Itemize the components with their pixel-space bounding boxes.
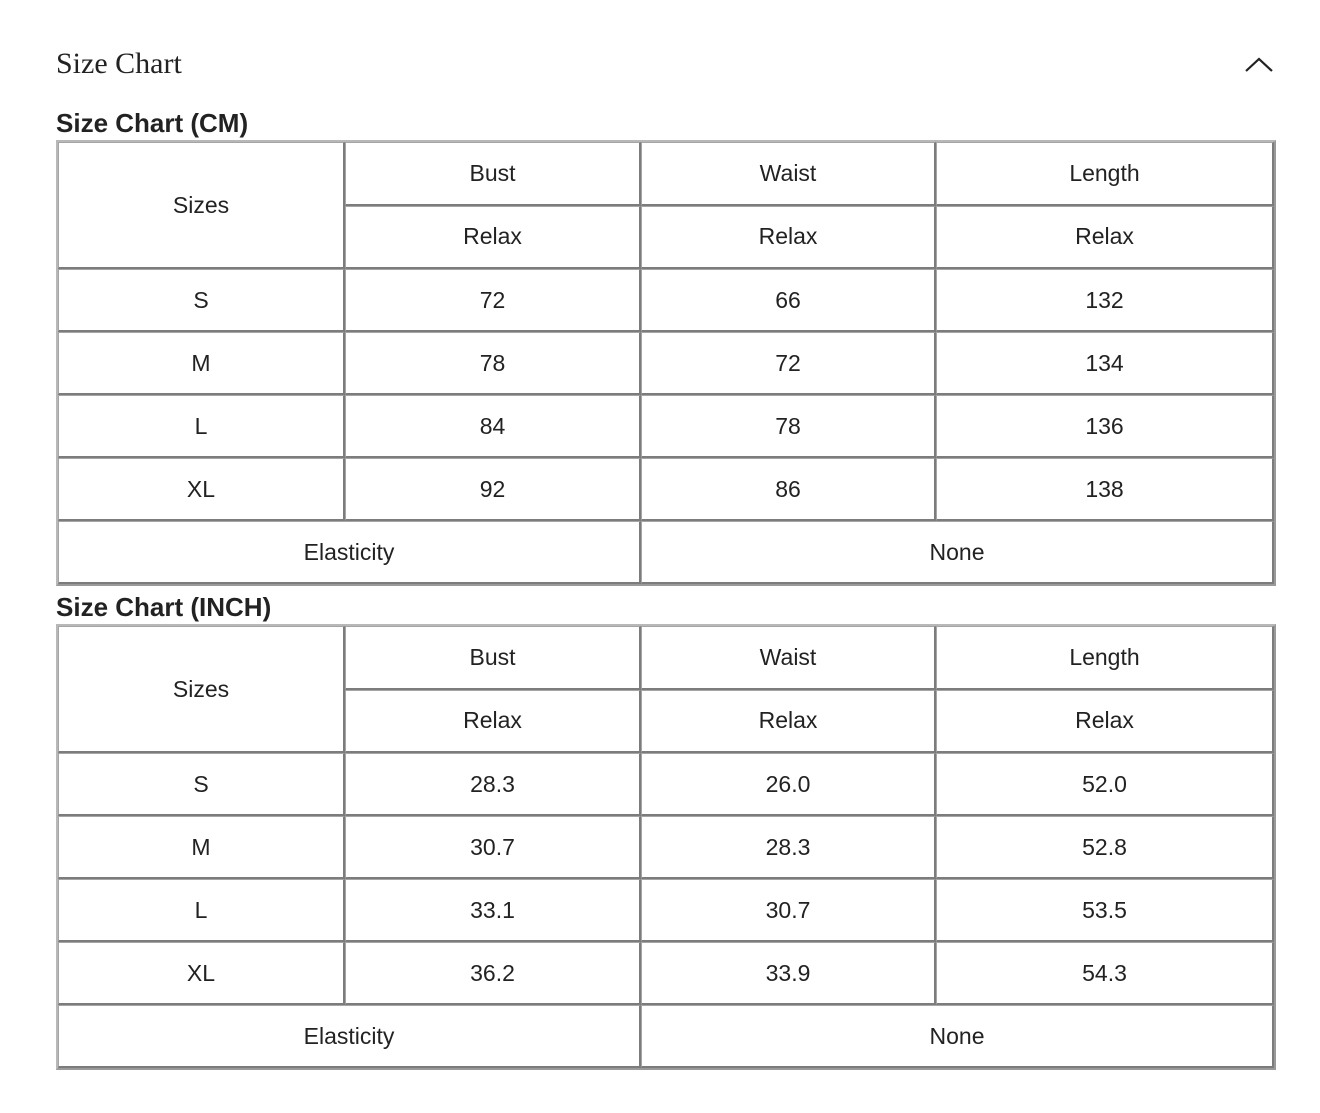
fit-label-cell: Relax xyxy=(641,690,936,754)
bust-header-cell: Bust xyxy=(345,626,641,690)
table-row xyxy=(58,879,1274,942)
value-cell: 33.9 xyxy=(641,942,936,1005)
value-cell: 53.5 xyxy=(936,879,1274,942)
size-cell: S xyxy=(58,753,345,816)
value-cell: 28.3 xyxy=(641,816,936,879)
size-cell: M xyxy=(58,332,345,395)
chevron-up-icon[interactable] xyxy=(1242,48,1276,82)
value-cell: 134 xyxy=(936,332,1274,395)
value-cell: 86 xyxy=(641,458,936,521)
value-cell: 136 xyxy=(936,395,1274,458)
value-cell: 84 xyxy=(345,395,641,458)
size-cell: L xyxy=(58,395,345,458)
value-cell: 36.2 xyxy=(345,942,641,1005)
table-row xyxy=(58,395,1274,458)
fit-label-cell: Relax xyxy=(936,206,1274,270)
elasticity-value-cell: None xyxy=(641,1005,1274,1068)
bust-header-cell: Bust xyxy=(345,142,641,206)
table-row xyxy=(58,458,1274,521)
table-row xyxy=(58,816,1274,879)
value-cell: 72 xyxy=(345,269,641,332)
sizes-header-cell: Sizes xyxy=(58,626,345,753)
size-cell: XL xyxy=(58,458,345,521)
elasticity-row xyxy=(58,1005,1274,1068)
value-cell: 28.3 xyxy=(345,753,641,816)
table-row xyxy=(58,269,1274,332)
value-cell: 33.1 xyxy=(345,879,641,942)
value-cell: 30.7 xyxy=(345,816,641,879)
accordion-title: Size Chart xyxy=(56,47,182,80)
value-cell: 54.3 xyxy=(936,942,1274,1005)
value-cell: 52.0 xyxy=(936,753,1274,816)
value-cell: 138 xyxy=(936,458,1274,521)
waist-header-cell: Waist xyxy=(641,626,936,690)
table-row xyxy=(58,753,1274,816)
value-cell: 52.8 xyxy=(936,816,1274,879)
size-cell: XL xyxy=(58,942,345,1005)
table-row xyxy=(58,332,1274,395)
fit-label-cell: Relax xyxy=(936,690,1274,754)
elasticity-value-cell: None xyxy=(641,521,1274,584)
elasticity-label-cell: Elasticity xyxy=(58,1005,641,1068)
size-table-cm xyxy=(56,140,1276,586)
size-chart-accordion-header[interactable] xyxy=(56,40,1276,90)
chart-heading: Size Chart (INCH) xyxy=(56,592,272,622)
size-cell: M xyxy=(58,816,345,879)
size-table-inch xyxy=(56,624,1276,1070)
waist-header-cell: Waist xyxy=(641,142,936,206)
fit-label-cell: Relax xyxy=(345,690,641,754)
value-cell: 78 xyxy=(345,332,641,395)
sizes-header-cell: Sizes xyxy=(58,142,345,269)
length-header-cell: Length xyxy=(936,142,1274,206)
value-cell: 78 xyxy=(641,395,936,458)
table-header-row xyxy=(58,626,1274,690)
value-cell: 66 xyxy=(641,269,936,332)
elasticity-row xyxy=(58,521,1274,584)
elasticity-label-cell: Elasticity xyxy=(58,521,641,584)
size-cell: L xyxy=(58,879,345,942)
value-cell: 92 xyxy=(345,458,641,521)
value-cell: 26.0 xyxy=(641,753,936,816)
chart-heading: Size Chart (CM) xyxy=(56,108,249,138)
size-chart-inch-section xyxy=(56,592,1276,1070)
table-row xyxy=(58,942,1274,1005)
size-cell: S xyxy=(58,269,345,332)
length-header-cell: Length xyxy=(936,626,1274,690)
table-header-row xyxy=(58,142,1274,206)
fit-label-cell: Relax xyxy=(345,206,641,270)
value-cell: 72 xyxy=(641,332,936,395)
value-cell: 30.7 xyxy=(641,879,936,942)
size-chart-cm-section xyxy=(56,108,1276,586)
fit-label-cell: Relax xyxy=(641,206,936,270)
value-cell: 132 xyxy=(936,269,1274,332)
